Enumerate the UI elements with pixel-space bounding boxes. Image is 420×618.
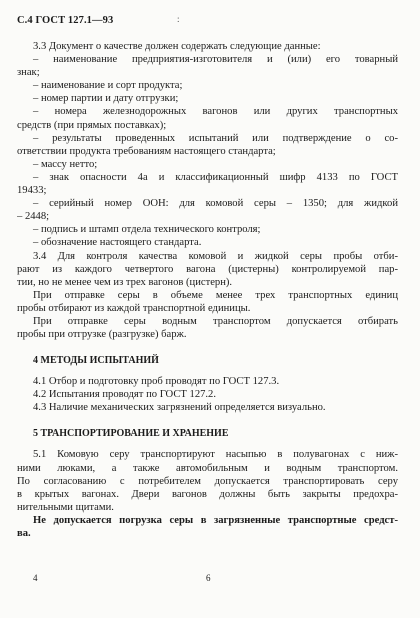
text-line: 3.3 Документ о качестве должен содержать следующие данные: <box>33 41 321 52</box>
text-line: 3.4 Для контроля качества комовой и жидкой серы пробы отби- <box>33 250 398 262</box>
text-line: рают из каждого четвертого вагона (цистерны) контролируемой пар- <box>17 263 398 275</box>
section-heading: 5 ТРАНСПОРТИРОВАНИЕ И ХРАНЕНИЕ <box>33 428 229 440</box>
text-line: знак; <box>17 67 40 79</box>
page-number-left: 4 <box>33 573 38 583</box>
text-line: – массу нетто; <box>33 158 98 170</box>
text-line: – результаты проведенных испытаний или подтверждение о со- <box>33 132 398 144</box>
text-line: ответствии продукта требованиям настоящего стандарта; <box>17 145 276 157</box>
text-line: По согласованию с потребителем допускается транспортировать серу <box>17 475 398 487</box>
text-line: – номер партии и дату отгрузки; <box>33 93 179 105</box>
text-line: – 2448; <box>17 211 50 223</box>
text-line: 4.3 Наличие механических загрязнений определяется визуально. <box>33 402 326 414</box>
text-line: средств (при прямых поставках); <box>17 119 167 131</box>
text-line: – подпись и штамп отдела технического контроля; <box>33 224 261 236</box>
text-line: – номера железнодорожных вагонов или других транспортных <box>33 106 398 118</box>
text-line: При отправке серы в объеме менее трех транспортных единиц <box>33 289 398 301</box>
text-line: 4.2 Испытания проводят по ГОСТ 127.2. <box>33 389 217 401</box>
page-header: С.4 ГОСТ 127.1—93 <box>17 15 114 26</box>
text-line: в крытых вагонах. Двери вагонов должны быть закрыты предохра- <box>17 488 398 500</box>
page-number-center: 6 <box>206 573 211 583</box>
text-line: 4.1 Отбор и подготовку проб проводят по ГОСТ 127.3. <box>33 376 280 388</box>
section-heading: 4 МЕТОДЫ ИСПЫТАНИЙ <box>33 355 159 367</box>
header-mark: : <box>177 14 180 24</box>
text-line: – серийный номер ООН: для комовой серы – 1350; для жидкой <box>33 198 398 210</box>
text-line: пробы при отгрузке (разгрузке) барж. <box>17 329 187 341</box>
document-body <box>17 40 398 540</box>
text-line: 5.1 Комовую серу транспортируют насыпью в полувагонах с ниж- <box>33 449 398 461</box>
text-line: пробы отбирают из каждой транспортной единицы. <box>17 302 251 314</box>
text-line: 19433; <box>17 185 47 197</box>
text-line: нительными щитами. <box>17 501 114 513</box>
text-line: – наименование и сорт продукта; <box>33 80 183 92</box>
text-line: – знак опасности 4а и классификационный шифр 4133 по ГОСТ <box>33 171 398 183</box>
text-line: При отправке серы водным транспортом допускается отбирать <box>33 315 398 327</box>
text-line: – наименование предприятия-изготовителя и (или) его товарный <box>33 54 398 66</box>
text-line: ва. <box>17 528 31 539</box>
text-line: ними люками, а также автомобильным и водным транспортом. <box>17 462 398 474</box>
text-line: Не допускается погрузка серы в загрязненные транспортные средст- <box>33 514 398 526</box>
text-line: тии, но не менее чем из трех вагонов (цистерн). <box>17 276 233 288</box>
text-line: – обозначение настоящего стандарта. <box>33 237 202 249</box>
